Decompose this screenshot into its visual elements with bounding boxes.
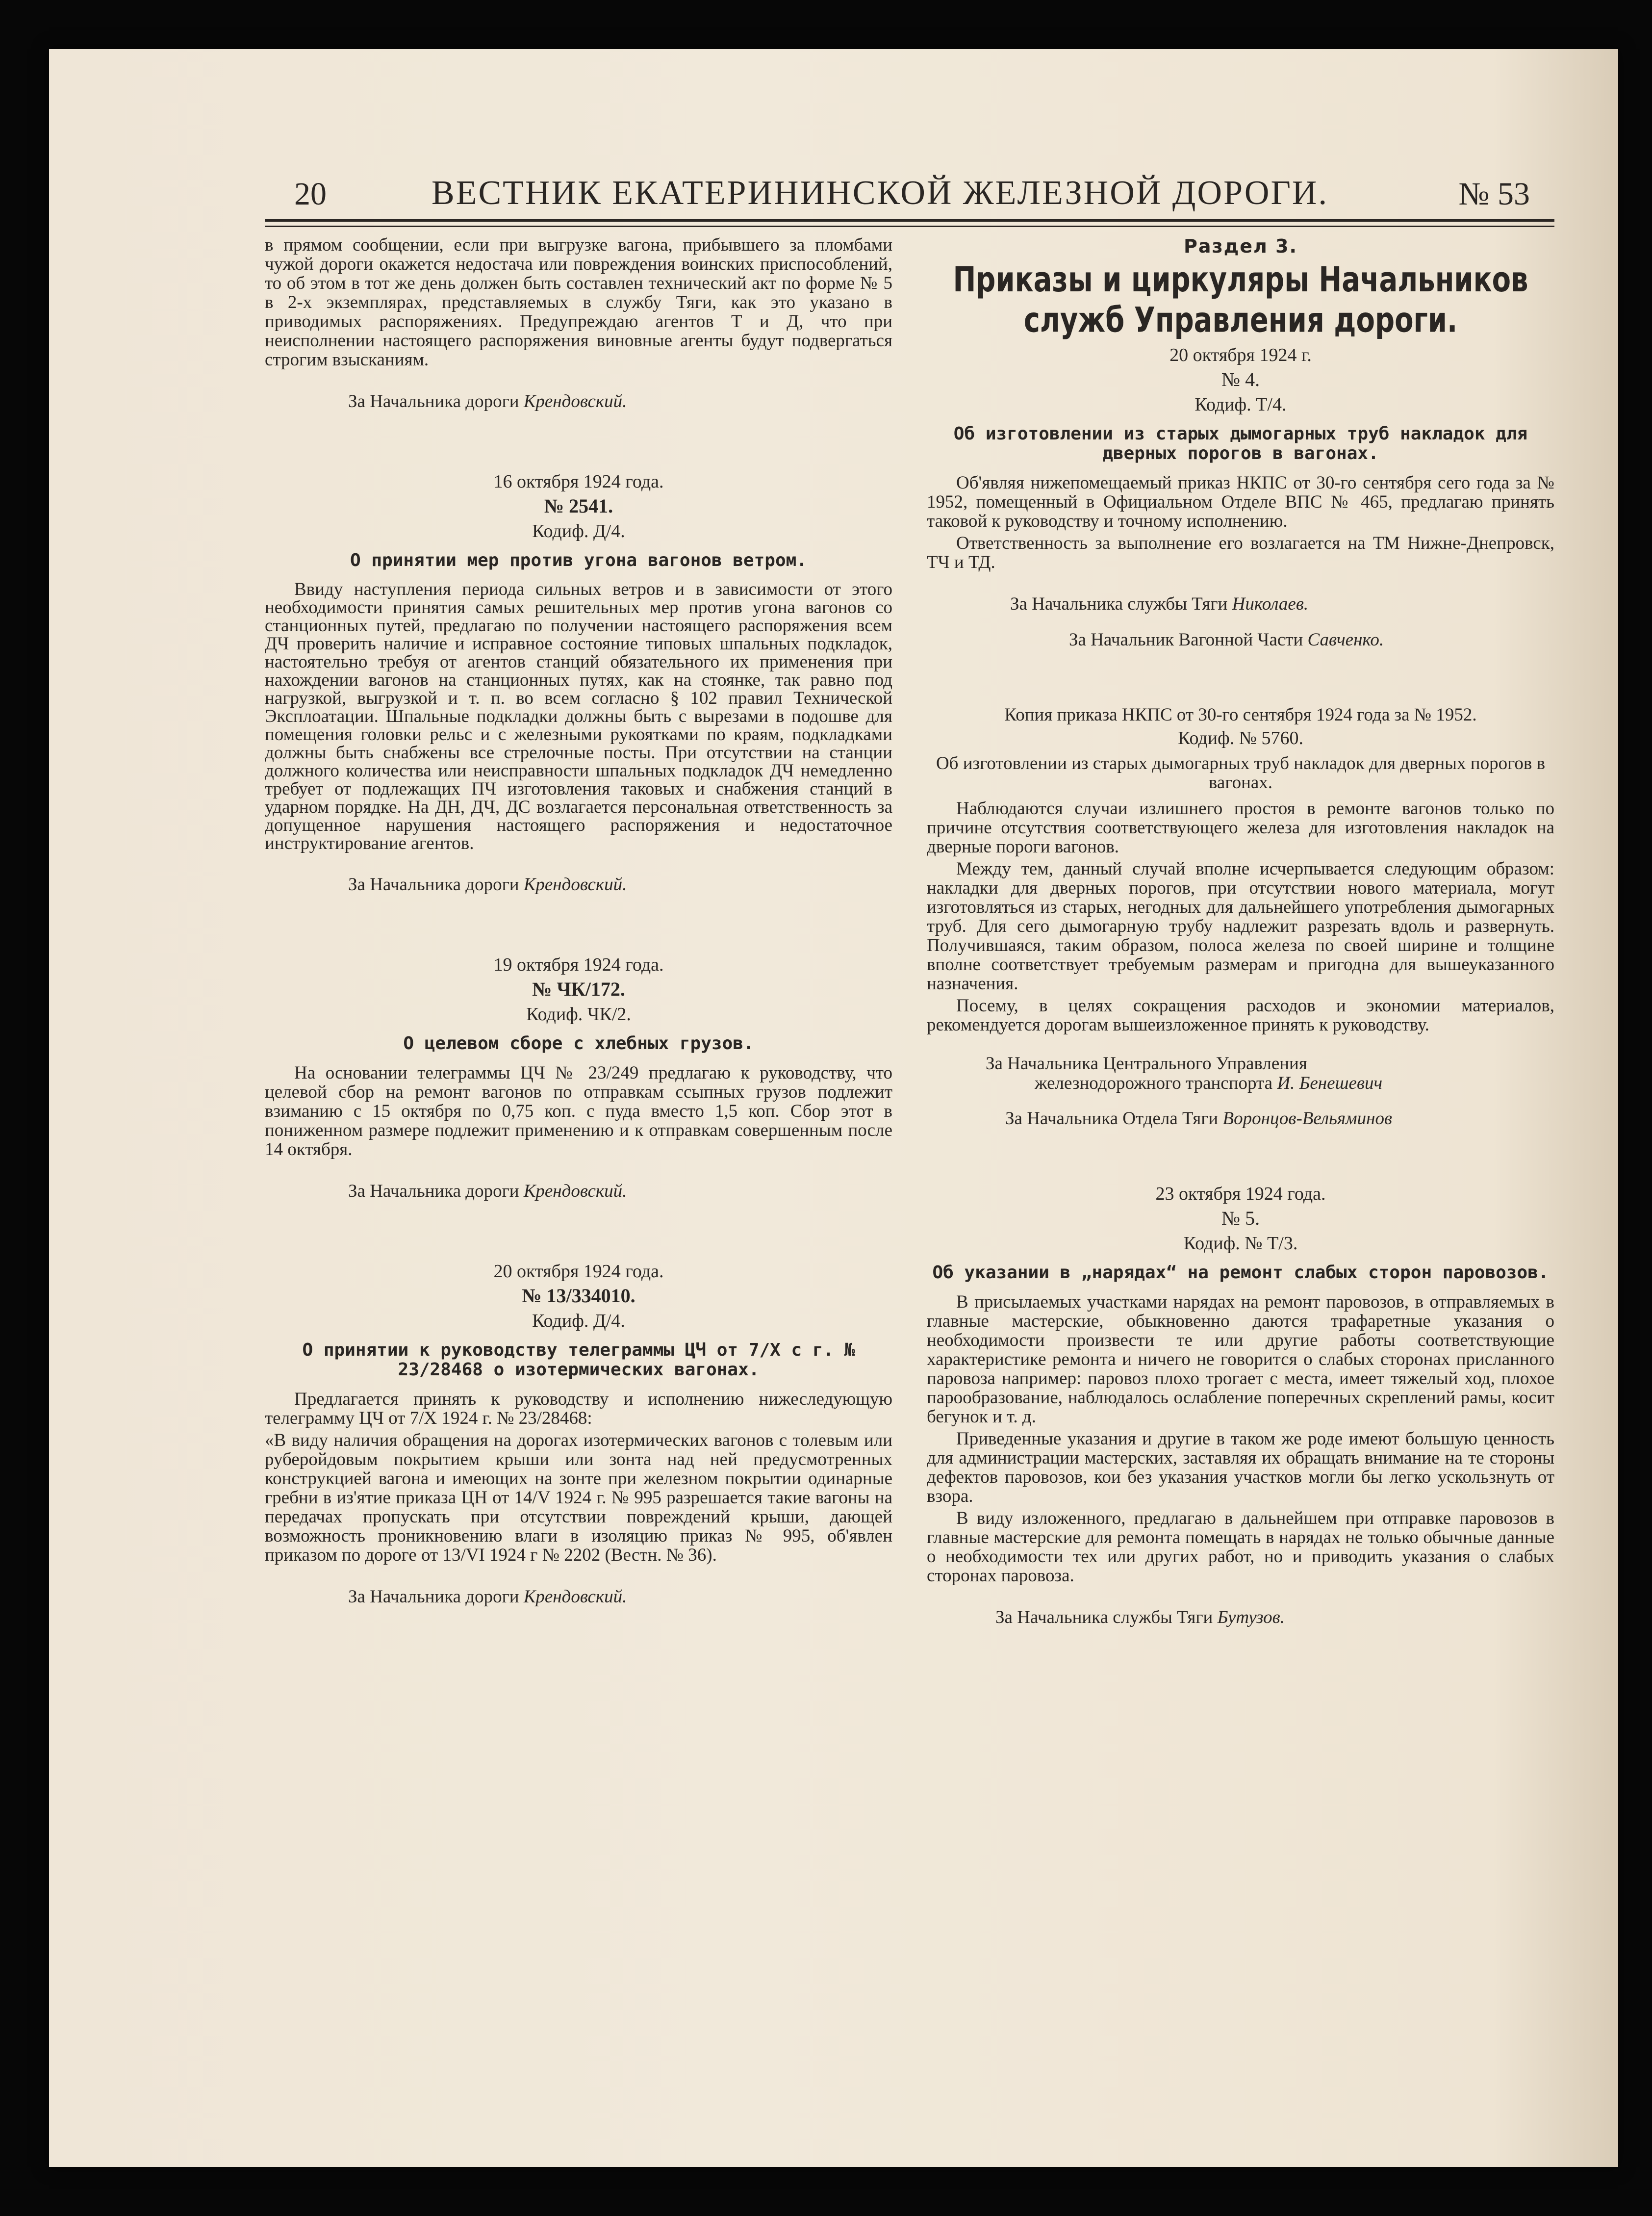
continuation-text: в прямом сообщении, если при выгрузке вагона, прибывшего за пломбами чужой дороги окажется недостача или повреждения воинских приспособлений, то об этом в тот же день должен быть составлен технический акт по форме № 5 в 2-х экземплярах, представляемых в службу Тяги, как это указано в приводимых распоряжениях. Предупреждаю агентов Т и Д, что при неисполнении настоящего распоряжения виновные агенты будут подвергаться строгим взысканиям. (265, 235, 892, 370)
signature-name: Бутузов. (1217, 1607, 1285, 1627)
signature-name: Николаев. (1232, 594, 1309, 614)
signature-line-2-text: железнодорожного транспорта (1035, 1073, 1273, 1093)
order-13-334010 (265, 1261, 892, 1607)
order-title: О целевом сборе с хлебных грузов. (403, 1033, 754, 1054)
page-header (265, 172, 1554, 221)
signature-prefix: За Начальника службы Тяги (995, 1607, 1213, 1627)
order-number (265, 978, 892, 1001)
order-signature (265, 1181, 892, 1202)
order-5 (927, 1183, 1554, 1628)
signature-prefix: За Начальника службы Тяги (1010, 594, 1228, 614)
copy-kodif: Кодиф. № 5760. (1178, 728, 1303, 748)
signature-name: Савченко. (1307, 630, 1384, 650)
order-text: Об'являя нижепомещаемый приказ НКПС от 30-го сентября сего года за № 1952, помещенный в Официальном Отделе ВПС № 465, предлагаю принять таковой к руководству и точному исполнению. (927, 473, 1554, 531)
order-title: О принятии мер против угона вагонов ветром. (350, 550, 807, 570)
order-kodif: Кодиф. ЧК/2. (526, 1004, 631, 1025)
order-number-text: № 2541. (544, 495, 613, 517)
order-date: 20 октября 1924 г. (1169, 345, 1312, 365)
order-text: Ответственность за выполнение его возлагается на ТМ Нижне-Днепровск, ТЧ и ТД. (927, 533, 1554, 572)
order-date: 20 октября 1924 года. (493, 1261, 664, 1282)
order-signature (927, 1607, 1554, 1628)
copy-signature-1 (927, 1054, 1554, 1093)
order-text-intro: Предлагается принять к руководству и исполнению нижеследующую телеграмму ЦЧ от 7/Х 1924 г. № 23/28468: (265, 1389, 892, 1428)
order-kodif: Кодиф. Т/4. (1195, 394, 1287, 415)
order-date: 19 октября 1924 года. (493, 954, 664, 975)
nkps-order-copy (927, 704, 1554, 1129)
order-kodif: Кодиф. № Т/3. (1183, 1233, 1298, 1254)
copy-text: Посему, в целях сокращения расходов и экономии материалов, рекомендуется дорогам вышеизложенное принять к руководству. (927, 996, 1554, 1035)
order-title: Об изготовлении из старых дымогарных труб накладок для дверных порогов в вагонах. (953, 424, 1528, 464)
header-rule-thick (265, 219, 1554, 222)
order-text: В виду изложенного, предлагаю в дальнейшем при отправке паровозов в главные мастерские для ремонта помещать в нарядах не только обычные данные о необходимости тех или других работ, но и приводить указания о слабых сторонах паровоза. (927, 1508, 1554, 1586)
header-rule-thin (265, 226, 1554, 227)
order-text-telegram: «В виду наличия обращения на дорогах изотермических вагонов с толевым или руберойдовым покрытием крыши или зонта над ней предусмотренных конструкцией вагона и имеющих на зонте при железном покрытии одинарные гребни в из'ятие приказа ЦН от 14/V 1924 г. № 995 разрешается такие вагоны на передачах пропускать при отсутствии повреждений крыши, дающей возможность проникновению влаги в изоляцию приказ № 995, об'явлен приказом по дороге от 13/VI 1924 г № 2202 (Вестн. № 36). (265, 1430, 892, 1565)
signature-prefix: За Начальника дороги (348, 391, 519, 412)
order-number-text: № ЧК/172. (532, 978, 625, 1000)
page-content (265, 172, 1554, 2158)
section-title: Приказы и циркуляры Начальников служб Управления дороги. (953, 260, 1528, 340)
copy-text: Наблюдаются случаи излишнего простоя в ремонте вагонов только по причине отсутствия соответствующего железа для изготовления накладок на дверные пороги вагонов. (927, 799, 1554, 857)
order-date: 23 октября 1924 года. (1155, 1184, 1326, 1204)
order-kodif: Кодиф. Д/4. (532, 1311, 625, 1331)
signature-line-1: За Начальника Центрального Управления (986, 1054, 1307, 1074)
signature-name: Крендовский. (523, 1181, 627, 1201)
order-text: На основании телеграммы ЦЧ № 23/249 предлагаю к руководству, что целевой сбор на ремонт вагонов по отправкам ссыпных грузов подлежит взиманию с 15 октября по 0,75 коп. с пуда вместо 1,5 коп. Сбор этот в пониженном размере подлежит применению и к отправкам совершенным после 14 октября. (265, 1063, 892, 1160)
signature-name: Крендовский. (523, 1587, 627, 1607)
signature-prefix: За Начальник Вагонной Части (1069, 630, 1303, 650)
newspaper-page (49, 49, 1618, 2167)
order-2541 (265, 471, 892, 895)
right-column (927, 235, 1554, 2139)
order-text: В присылаемых участками нарядах на ремонт паровозов, в отправляемых в главные мастерские, обыкновенно даются трафаретные указания о необходимости произвести те или другие работы соответствующие характеристике ремонта и ничего не говорится о слабых сторонах присланного паровоза например: паровоз плохо трогает с места, имеет тяжелый ход, плохое парообразование, наблюдалось ослабление поперечных скреплений рамы, косит бегунок и т. д. (927, 1292, 1554, 1427)
signature-name: Воронцов-Вельяминов (1222, 1108, 1393, 1129)
issue-number: № 53 (1458, 176, 1530, 212)
order-number-text: № 13/334010. (522, 1285, 635, 1307)
copy-text: Между тем, данный случай вполне исчерпывается следующим образом: накладки для дверных порогов, при отсутствии нового материала, могут изготовляться из старых, негодных для дальнейшего употребления дымогарных труб. Для сего дымогарную трубу надлежит разрезать вдоль и развернуть. Получившаяся, таким образом, полоса железа по своей ширине и толщине вполне соответствует требуемым размерам и пригодна для вышеуказанного назначения. (927, 859, 1554, 994)
continuation-signature (265, 391, 892, 412)
section-label: Раздел 3. (1184, 235, 1297, 257)
signature-prefix: За Начальника Отдела Тяги (1005, 1108, 1219, 1129)
order-title: Об указании в „нарядах“ на ремонт слабых сторон паровозов. (932, 1263, 1549, 1283)
signature-name: Крендовский. (523, 391, 627, 412)
order-title: О принятии к руководству телеграммы ЦЧ от 7/Х с г. № 23/28468 о изотермических вагонах. (302, 1340, 855, 1380)
signature-line-2 (986, 1074, 1554, 1093)
order-number (265, 494, 892, 517)
signature-name: И. Бенешевич (1277, 1073, 1383, 1093)
order-kodif: Кодиф. Д/4. (532, 521, 625, 541)
order-4 (927, 344, 1554, 650)
order-text: Приведенные указания и другие в таком же роде имеют большую ценность для администрации мастерских, заставляя их обращать внимание на те стороны дефектов паровозов, кои без указания участков могли бы легко ускользнуть от взора. (927, 1429, 1554, 1506)
journal-title: ВЕСТНИК ЕКАТЕРИНИНСКОЙ ЖЕЛЕЗНОЙ ДОРОГИ. (432, 174, 1328, 212)
copy-signature-2 (927, 1108, 1554, 1129)
signature-prefix: За Начальника дороги (348, 1587, 519, 1607)
order-chk172 (265, 954, 892, 1202)
order-signature (265, 1586, 892, 1607)
signature-name: Крендовский. (523, 875, 627, 895)
copy-subtitle: Об изготовлении из старых дымогарных труб накладок для дверных порогов в вагонах. (936, 753, 1546, 793)
order-signature (265, 874, 892, 895)
order-date: 16 октября 1924 года. (493, 471, 664, 492)
order-text: Ввиду наступления периода сильных ветров и в зависимости от этого необходимости принятия самых решительных мер против угона вагонов со станционных путей, предлагаю по получении настоящего распоряжения всем ДЧ проверить наличие и исправное состояние типовых шпальных подкладок, настоятельно требуя от агентов станций обязательного их применения при нахождении вагонов на станционных путях, как на стоянке, так равно под нагрузкой, выгрузкой и т. п. во всем согласно § 102 правил Технической Эксплоатации. Шпальные подкладки должны быть с вырезами в подошве для помещения головки рельс и с железными рукоятками по краям, подкладками должны быть снабжены все стрелочные посты. При отсутствии на станции должного количества или неисправности шпальных подкладок ДЧ немедленно требует от подлежащих ПЧ изготовления таковых и снабжения станций в ударном порядке. На ДН, ДЧ, ДС возлагается персональная ответственность за допущенное нарушения настоящего распоряжения и недостаточное инструктирование агентов. (265, 579, 892, 853)
signature-prefix: За Начальника дороги (348, 875, 519, 895)
order-number: № 4. (1221, 368, 1260, 390)
order-number: № 5. (1221, 1207, 1260, 1229)
copy-title: Копия приказа НКПС от 30-го сентября 1924 года за № 1952. (1004, 705, 1477, 725)
left-column (265, 235, 892, 2139)
order-number (265, 1284, 892, 1307)
page-number: 20 (294, 176, 327, 212)
signature-prefix: За Начальника дороги (348, 1181, 519, 1201)
order-signature (927, 593, 1554, 615)
order-signature-2 (927, 629, 1554, 650)
